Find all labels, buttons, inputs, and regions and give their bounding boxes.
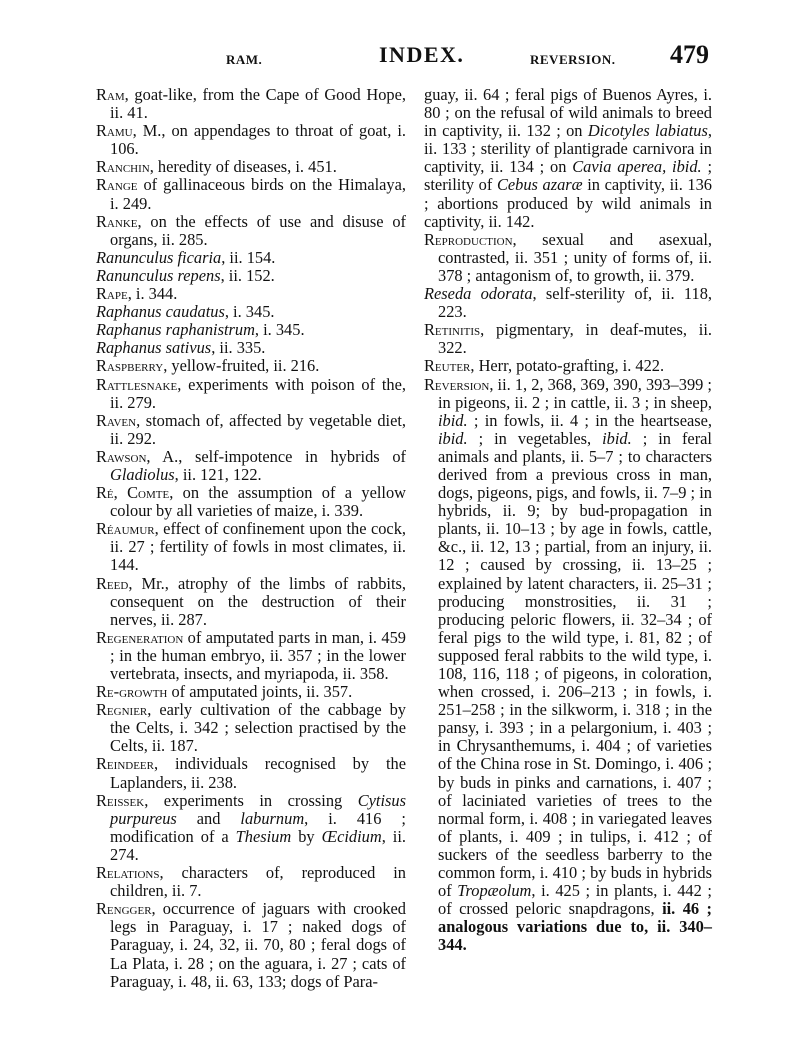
entry-text: , ii. 274. [110, 826, 406, 864]
header-right-word: REVERSION. [530, 52, 616, 67]
entry-text: , ii. 133 ; sterility of plantigrade carnivora in captivity, ii. 134 ; on [424, 121, 712, 177]
entry-text: by [291, 826, 322, 846]
entry-text: , ii. 335. [211, 338, 266, 358]
entry-headword: Range [96, 175, 138, 195]
index-entry [96, 683, 406, 701]
entry-text: , Mr., atrophy of the limbs of rabbits, consequent on the destruction of their nerves, ii. 287. [110, 573, 406, 629]
entry-italic-text: Thesium [235, 826, 292, 846]
entry-bold-tail: ii. 46 ; analogous variations due to, ii. 340–344. [438, 899, 712, 955]
entry-text: , sexual and asexual, contrasted, ii. 351 ; unity of forms of, ii. 378 ; antagonism of, to growth, ii. 379. [438, 229, 712, 285]
header-title: INDEX. [379, 42, 465, 67]
index-entry [96, 285, 406, 303]
entry-headword: Rape [96, 284, 128, 304]
entry-italic-text: ibid. [438, 428, 468, 448]
index-entry [96, 158, 406, 176]
entry-headword: Reversion [424, 374, 490, 394]
entry-headword: Ranke [96, 211, 138, 231]
entry-text: , Herr, potato-grafting, i. 422. [470, 356, 665, 376]
index-entry [96, 321, 406, 339]
index-entry [96, 176, 406, 212]
index-column-left [96, 86, 406, 991]
entry-text: , individuals recognised by the Laplanders, ii. 238. [110, 754, 406, 792]
index-entry [96, 303, 406, 321]
entry-text: ; in feral animals and plants, ii. 5–7 ; to characters derived from a previous cross in man, dogs, pigeons, pigs, and fowls, ii. 7–9 ; in hybrids, ii. 9; by bud-propagation in plants, ii. 10–13 ; by age in fowls, cattle, &c., ii. 12, 13 ; partial, from an injury, ii. 12 ; caused by crossing, ii. 13–25 ; explained by latent characters, ii. 25–31 ; producing monstrosities, ii. 31 ; producing peloric flowers, ii. 32–34 ; of feral pigs to the wild type, i. 81, 82 ; of supposed feral rabbits to the wild type, i. 108, 116, 118 ; of pigeons, in coloration, when crossed, i. 206–213 ; in fowls, i. 251–258 ; in the silkworm, i. 318 ; in the pansy, i. 393 ; in a pelargonium, i. 403 ; in Chrysanthemums, i. 404 ; of varieties of the China rose in St. Domingo, i. 406 ; by buds in pinks and carnations, i. 407 ; of laciniated varieties of trees to the normal form, i. 408 ; in variegated leaves of plants, i. 409 ; in tulips, i. 412 ; of suckers of the seedless barberry to the common form, i. 410 ; by buds in hybrids of [438, 428, 712, 901]
index-entry [96, 755, 406, 791]
running-header [96, 40, 716, 80]
entry-text: , M., on appendages to throat of goat, i. 106. [110, 121, 406, 159]
index-entry [96, 249, 406, 267]
entry-text: , experiments in crossing [144, 790, 358, 810]
index-column-right [424, 86, 712, 955]
entry-italic-text: laburnum [240, 808, 305, 828]
index-entry [96, 376, 406, 412]
entry-text: , effect of confinement upon the cock, ii. 27 ; fertility of fowls in most climates, ii. 144. [110, 519, 406, 575]
index-entry [96, 412, 406, 448]
entry-text: and [176, 808, 241, 828]
index-entry [96, 864, 406, 900]
index-entry [96, 448, 406, 484]
entry-text: , experiments with poison of the, ii. 279. [110, 374, 406, 412]
entry-headword: Regeneration [96, 627, 184, 647]
entry-text: , occurrence of jaguars with crooked legs in Paraguay, i. 17 ; naked dogs of Paraguay, i. 24, 32, ii. 70, 80 ; feral dogs of La Plata, i. 28 ; on the aguara, i. 27 ; cats of Paraguay, i. 48, ii. 63, 133; dogs of Para- [110, 899, 406, 991]
entry-text: , pigmentary, in deaf-mutes, ii. 322. [438, 320, 712, 358]
entry-text: ; in vegetables, [467, 428, 603, 448]
index-entry [96, 339, 406, 357]
entry-headword: Relations [96, 863, 160, 883]
entry-italic-text: Tropæolum [457, 881, 532, 901]
entry-text: , A., self-impotence in hybrids of [146, 446, 406, 466]
entry-italic-text: ibid. [602, 428, 632, 448]
entry-text: , ii. 152. [220, 265, 275, 285]
entry-italic-text: Ranunculus ficaria [96, 247, 222, 267]
index-entry [424, 86, 712, 231]
entry-text: , characters of, reproduced in children, ii. 7. [110, 863, 406, 901]
index-entry [424, 376, 712, 955]
entry-text: , yellow-fruited, ii. 216. [163, 356, 320, 376]
entry-italic-text: Cavia aperea, ibid. [572, 157, 702, 177]
entry-text: ; in fowls, ii. 4 ; in the heartsease, [467, 410, 712, 430]
entry-headword: Rengger [96, 899, 152, 919]
entry-text: , i. 345. [224, 302, 275, 322]
entry-italic-text: Raphanus caudatus [96, 302, 225, 322]
index-entry [96, 86, 406, 122]
entry-headword: Reed [96, 573, 129, 593]
index-entry [424, 285, 712, 321]
index-entry [96, 900, 406, 990]
entry-italic-text: Cytisus purpureus [110, 790, 406, 828]
entry-headword: Rattlesnake [96, 374, 178, 394]
entry-headword: Réaumur [96, 519, 155, 539]
entry-text: of gallinaceous birds on the Himalaya, i. 249. [110, 175, 406, 213]
index-entry [96, 484, 406, 520]
index-entry [96, 575, 406, 629]
entry-headword: Raven [96, 410, 137, 430]
entry-headword: Ram [96, 85, 125, 104]
entry-italic-text: Reseda odorata [424, 284, 533, 304]
entry-text: , i. 344. [127, 284, 178, 304]
index-entry [96, 122, 406, 158]
entry-headword: Ramu [96, 121, 133, 141]
entry-italic-text: Cebus azaræ [496, 175, 583, 195]
entry-italic-text: Dicotyles labiatus [587, 121, 708, 141]
entry-text: of amputated joints, ii. 357. [167, 682, 353, 702]
entry-text: , stomach of, affected by vegetable diet, ii. 292. [110, 410, 406, 448]
header-left-word: RAM. [226, 52, 263, 67]
index-entry [96, 357, 406, 375]
entry-text: , early cultivation of the cabbage by the Celts, i. 342 ; selection practised by the Celts, ii. 187. [110, 700, 406, 756]
entry-text: of amputated parts in man, i. 459 ; in the human embryo, ii. 357 ; in the lower vertebrata, insects, and myriapoda, ii. 358. [110, 627, 406, 683]
entry-text: guay, ii. 64 ; feral pigs of Buenos Ayres, i. 80 ; on the refusal of wild animals to breed in captivity, ii. 132 ; on [424, 85, 712, 141]
entry-italic-text: Œcidium [321, 826, 382, 846]
entry-italic-text: Raphanus raphanistrum [96, 320, 255, 340]
entry-headword: Retinitis [424, 320, 481, 340]
page-number: 479 [670, 40, 709, 69]
entry-italic-text: ibid. [438, 410, 468, 430]
entry-headword: Raspberry [96, 356, 164, 376]
entry-headword: Regnier [96, 700, 148, 720]
entry-italic-text: Ranunculus repens [96, 265, 221, 285]
index-entry [424, 231, 712, 285]
index-entry [96, 213, 406, 249]
entry-text: , goat-like, from the Cape of Good Hope, ii. 41. [110, 85, 406, 123]
index-entry [96, 267, 406, 285]
entry-headword: Reproduction [424, 229, 513, 249]
index-entry [424, 357, 712, 375]
index-entry [96, 520, 406, 574]
entry-headword: Rawson [96, 446, 147, 466]
entry-text: , self-sterility of, ii. 118, 223. [438, 284, 712, 322]
index-entry [96, 792, 406, 864]
index-entry [424, 321, 712, 357]
entry-headword: Reissek [96, 790, 145, 810]
entry-text: , i. 416 ; modification of a [110, 808, 406, 846]
entry-headword: Reuter [424, 356, 471, 376]
entry-headword: Ranchin [96, 157, 150, 177]
entry-text: , ii. 1, 2, 368, 369, 390, 393–399 ; in pigeons, ii. 2 ; in cattle, ii. 3 ; in sheep, [438, 374, 712, 412]
entry-text: , ii. 121, 122. [174, 464, 262, 484]
entry-text: , on the effects of use and disuse of organs, ii. 285. [110, 211, 406, 249]
entry-italic-text: Raphanus sativus [96, 338, 212, 358]
entry-headword: Ré, Comte [96, 483, 170, 503]
entry-text: , i. 345. [254, 320, 305, 340]
entry-headword: Re-growth [96, 682, 168, 702]
entry-text: , heredity of diseases, i. 451. [149, 157, 337, 177]
entry-headword: Reindeer [96, 754, 154, 774]
entry-text: ; sterility of [424, 157, 713, 195]
entry-text: in captivity, ii. 136 ; abortions produced by wild animals in captivity, ii. 142. [424, 175, 712, 231]
entry-text: , ii. 154. [221, 247, 276, 267]
index-entry [96, 629, 406, 683]
entry-text: , i. 425 ; in plants, i. 442 ; of crossed peloric snapdragons, [438, 881, 712, 919]
entry-italic-text: Gladiolus [110, 464, 175, 484]
entry-text: , on the assumption of a yellow colour by all varieties of maize, i. 339. [110, 483, 406, 521]
index-entry [96, 701, 406, 755]
